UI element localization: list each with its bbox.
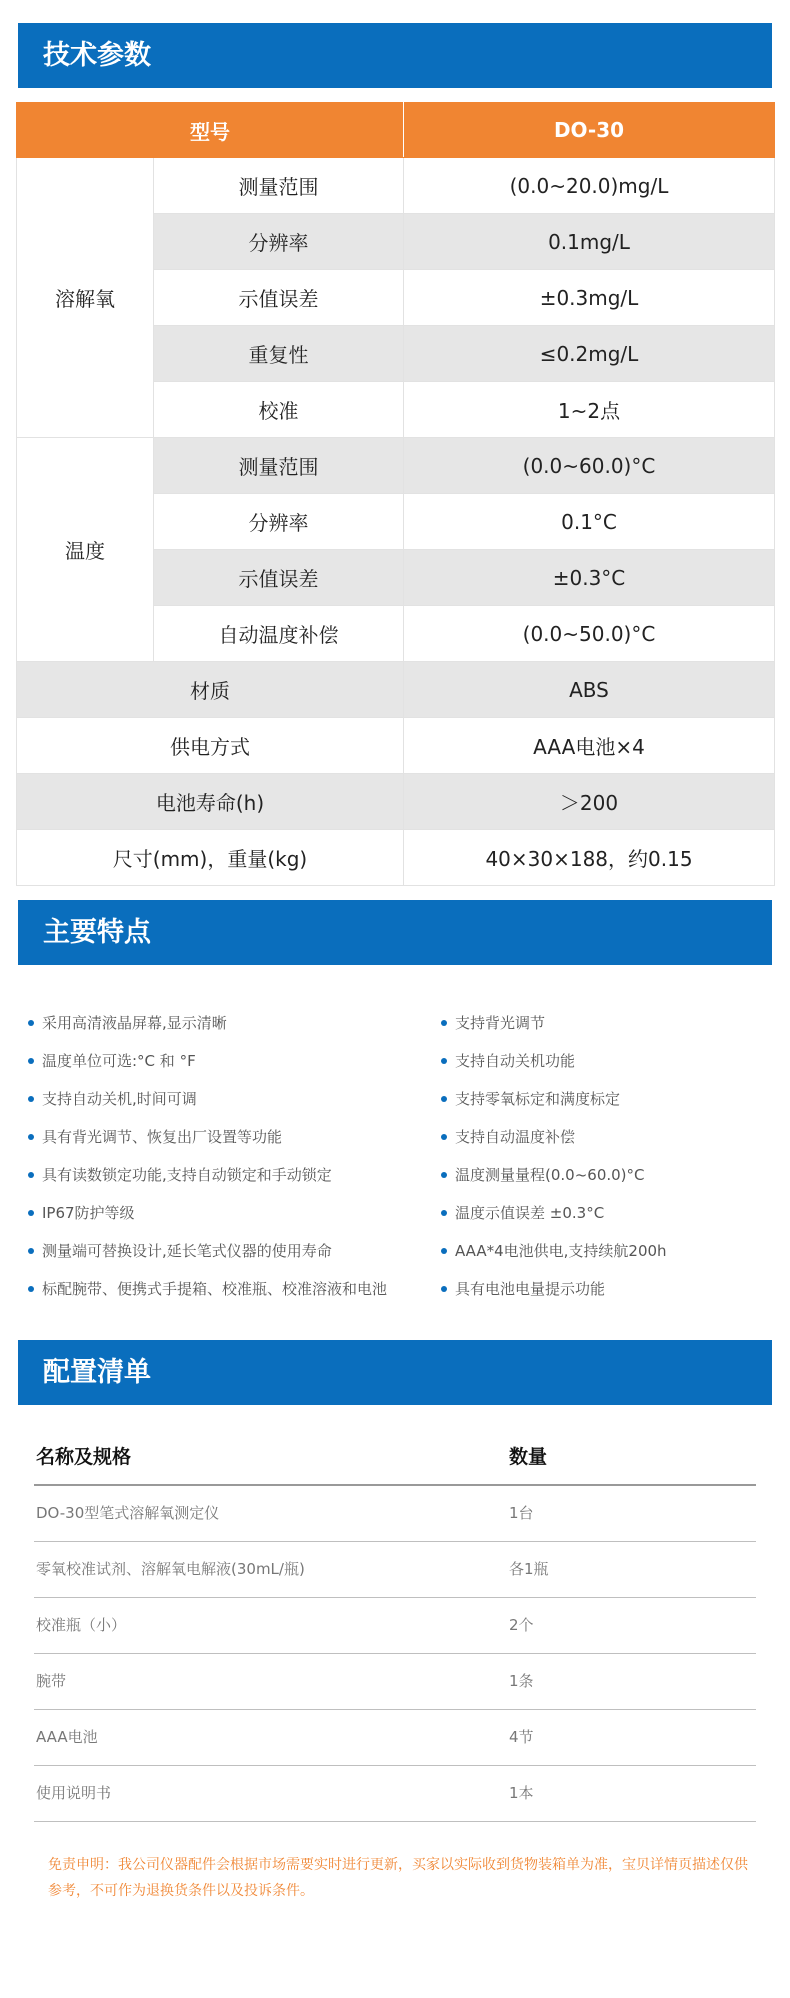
spec-row	[17, 830, 775, 886]
config-row	[34, 1598, 756, 1654]
spec-param: 尺寸(mm)，重量(kg)	[17, 830, 404, 886]
config-item-qty: 2个	[509, 1616, 534, 1634]
spec-param: 自动温度补偿	[154, 606, 404, 662]
feature-item	[441, 1118, 667, 1156]
config-item-qty: 各1瓶	[509, 1560, 549, 1578]
spec-value: 1~2点	[404, 382, 775, 438]
config-item-qty: 4节	[509, 1728, 534, 1746]
feature-item	[441, 1156, 667, 1194]
spec-value: 0.1°C	[404, 494, 775, 550]
feature-text: 温度示值误差 ±0.3°C	[455, 1204, 605, 1222]
feature-item	[28, 1194, 387, 1232]
spec-row	[17, 774, 775, 830]
feature-item	[28, 1118, 387, 1156]
config-item-name: 腕带	[36, 1672, 67, 1690]
config-header-row	[34, 1430, 756, 1486]
config-item-qty: 1台	[509, 1504, 534, 1522]
config-item-name: DO-30型笔式溶解氧测定仪	[36, 1504, 220, 1522]
spec-param: 分辨率	[154, 214, 404, 270]
spec-header-row	[17, 103, 775, 158]
config-item-name: 校准瓶（小）	[36, 1616, 127, 1634]
bullet-icon	[28, 1286, 34, 1292]
feature-item	[28, 1004, 387, 1042]
bullet-icon	[28, 1134, 34, 1140]
feature-text: IP67防护等级	[42, 1204, 135, 1222]
section-title-config: 配置清单	[18, 1340, 772, 1405]
feature-text: 具有读数锁定功能,支持自动锁定和手动锁定	[42, 1166, 332, 1184]
config-item-name: AAA电池	[36, 1728, 98, 1746]
section-title-features: 主要特点	[18, 900, 772, 965]
config-header-qty: 数量	[509, 1446, 548, 1468]
feature-text: 支持自动关机,时间可调	[42, 1090, 197, 1108]
config-row	[34, 1542, 756, 1598]
spec-value: ＞200	[404, 774, 775, 830]
feature-item	[441, 1270, 667, 1308]
spec-value: AAA电池×4	[404, 718, 775, 774]
spec-param: 材质	[17, 662, 404, 718]
features-right-column	[441, 1004, 667, 1308]
bullet-icon	[28, 1210, 34, 1216]
feature-item	[28, 1232, 387, 1270]
spec-value: ±0.3mg/L	[404, 270, 775, 326]
bullet-icon	[441, 1020, 447, 1026]
config-item-qty: 1本	[509, 1784, 534, 1802]
bullet-icon	[441, 1096, 447, 1102]
section-title-spec: 技术参数	[18, 23, 772, 88]
disclaimer-text: 免责申明：我公司仪器配件会根据市场需要实时进行更新，买家以实际收到货物装箱单为准，宝贝详情页描述仅供参考，不可作为退换货条件以及投诉条件。	[48, 1857, 748, 1899]
spec-value: (0.0~50.0)°C	[404, 606, 775, 662]
spec-table	[16, 102, 775, 886]
spec-param: 分辨率	[154, 494, 404, 550]
spec-value: ≤0.2mg/L	[404, 326, 775, 382]
config-row	[34, 1766, 756, 1822]
feature-text: 温度测量量程(0.0~60.0)°C	[455, 1166, 645, 1184]
config-row	[34, 1654, 756, 1710]
spec-value: ±0.3°C	[404, 550, 775, 606]
spec-value: 40×30×188，约0.15	[404, 830, 775, 886]
spec-row	[17, 662, 775, 718]
config-list	[34, 1430, 756, 1822]
spec-param: 重复性	[154, 326, 404, 382]
spec-param: 示值误差	[154, 270, 404, 326]
spec-param: 电池寿命(h)	[17, 774, 404, 830]
config-item-name: 使用说明书	[36, 1784, 112, 1802]
bullet-icon	[441, 1286, 447, 1292]
feature-text: 具有背光调节、恢复出厂设置等功能	[42, 1128, 283, 1146]
bullet-icon	[28, 1058, 34, 1064]
config-row	[34, 1486, 756, 1542]
spec-row	[17, 158, 775, 214]
feature-text: 标配腕带、便携式手提箱、校准瓶、校准溶液和电池	[42, 1280, 388, 1298]
feature-text: 具有电池电量提示功能	[455, 1280, 606, 1298]
spec-row	[17, 718, 775, 774]
config-item-qty: 1条	[509, 1672, 534, 1690]
bullet-icon	[441, 1058, 447, 1064]
spec-param: 示值误差	[154, 550, 404, 606]
feature-item	[28, 1080, 387, 1118]
spec-value: ABS	[404, 662, 775, 718]
spec-param: 供电方式	[17, 718, 404, 774]
spec-value: (0.0~20.0)mg/L	[404, 158, 775, 214]
feature-text: 支持自动温度补偿	[455, 1128, 576, 1146]
bullet-icon	[28, 1172, 34, 1178]
feature-item	[441, 1194, 667, 1232]
spec-value: (0.0~60.0)°C	[404, 438, 775, 494]
feature-text: AAA*4电池供电,支持续航200h	[455, 1242, 667, 1260]
feature-item	[441, 1004, 667, 1042]
feature-text: 温度单位可选:°C 和 °F	[42, 1052, 196, 1070]
feature-text: 支持自动关机功能	[455, 1052, 576, 1070]
bullet-icon	[441, 1210, 447, 1216]
bullet-icon	[28, 1248, 34, 1254]
config-header-name: 名称及规格	[36, 1446, 132, 1468]
config-item-name: 零氧校准试剂、溶解氧电解液(30mL/瓶)	[36, 1560, 305, 1578]
feature-text: 采用高清液晶屏幕,显示清晰	[42, 1014, 227, 1032]
feature-item	[28, 1042, 387, 1080]
spec-group-name: 温度	[17, 438, 154, 662]
spec-header-model: DO-30	[404, 103, 775, 158]
bullet-icon	[441, 1172, 447, 1178]
config-row	[34, 1710, 756, 1766]
spec-param: 测量范围	[154, 158, 404, 214]
bullet-icon	[28, 1020, 34, 1026]
feature-text: 测量端可替换设计,延长笔式仪器的使用寿命	[42, 1242, 332, 1260]
feature-item	[441, 1080, 667, 1118]
feature-item	[441, 1232, 667, 1270]
spec-value: 0.1mg/L	[404, 214, 775, 270]
spec-table-container	[16, 102, 774, 886]
spec-param: 校准	[154, 382, 404, 438]
bullet-icon	[28, 1096, 34, 1102]
bullet-icon	[441, 1248, 447, 1254]
spec-group-name: 溶解氧	[17, 158, 154, 438]
feature-item	[28, 1270, 387, 1308]
feature-text: 支持背光调节	[455, 1014, 546, 1032]
bullet-icon	[441, 1134, 447, 1140]
spec-param: 测量范围	[154, 438, 404, 494]
feature-text: 支持零氧标定和满度标定	[455, 1090, 621, 1108]
feature-item	[28, 1156, 387, 1194]
feature-item	[441, 1042, 667, 1080]
spec-row	[17, 438, 775, 494]
features-left-column	[28, 1004, 387, 1308]
spec-header-label: 型号	[17, 103, 404, 158]
